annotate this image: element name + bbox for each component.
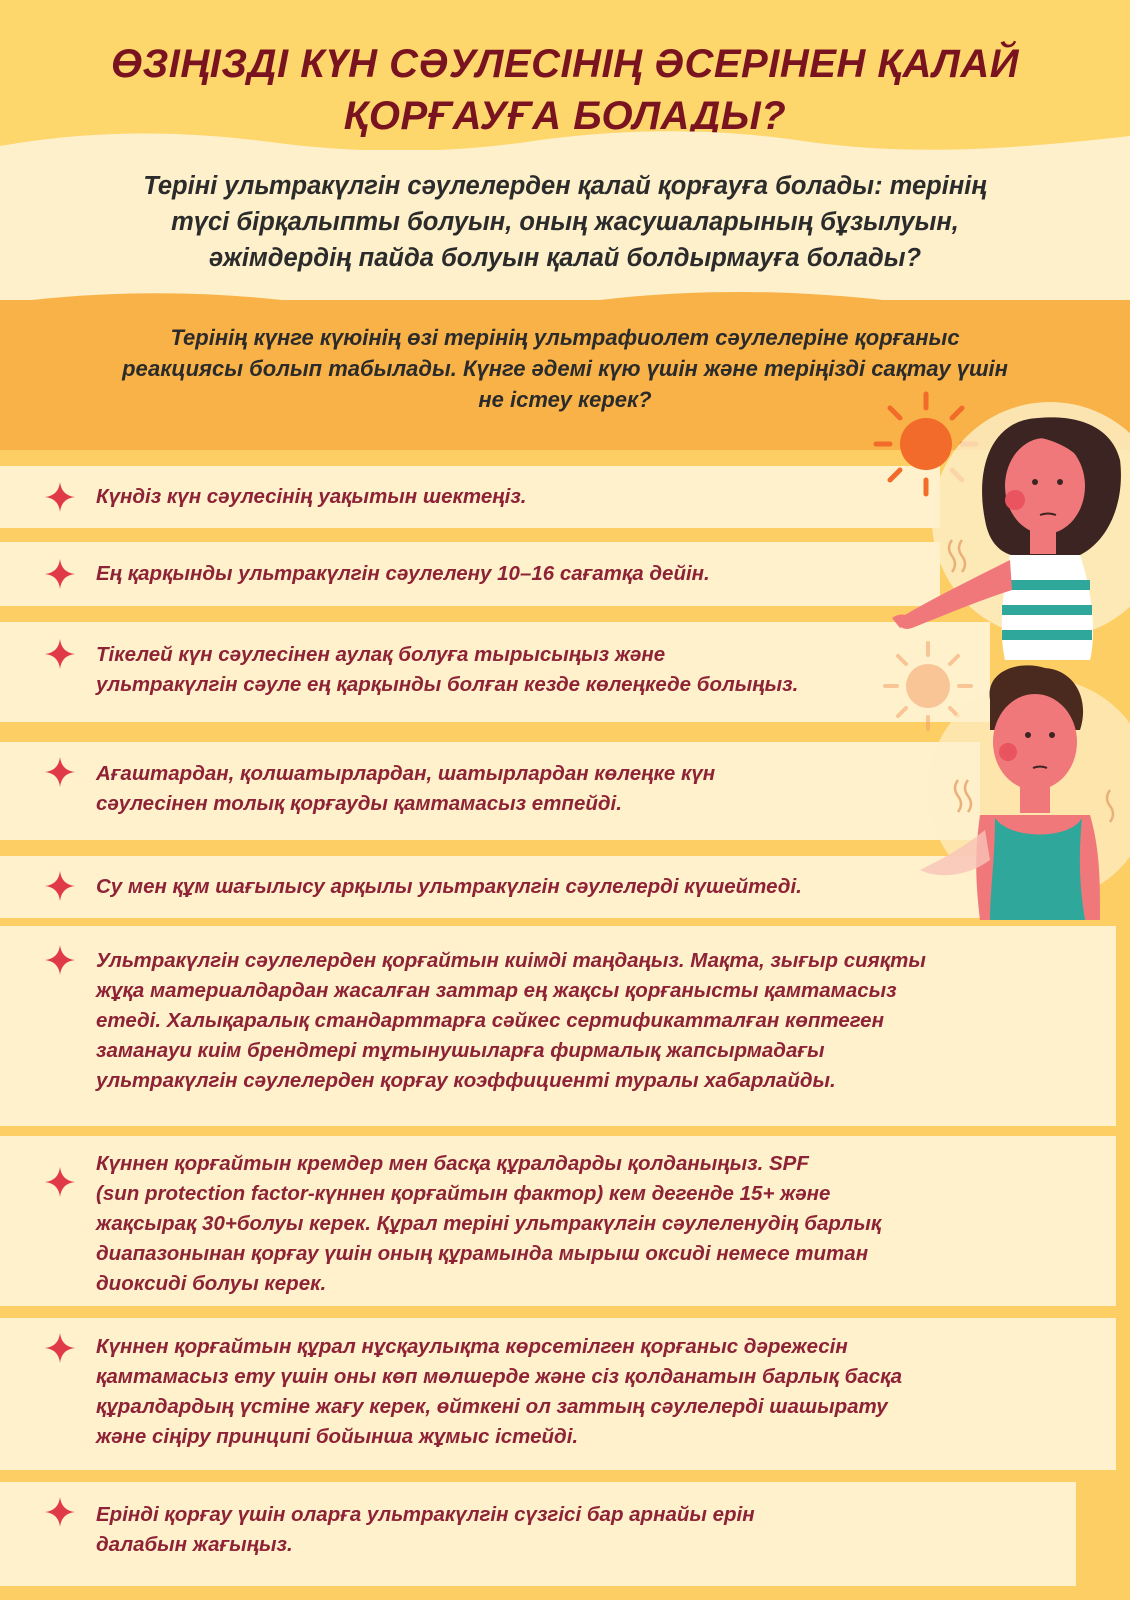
- tip-line: Ультракүлгін сәулелерден қорғайтын киімді таңдаңыз. Мақта, зығыр сияқты: [96, 949, 926, 972]
- wave-top-decoration: [0, 122, 1130, 162]
- tip-line: Ағаштардан, қолшатырлардан, шатырлардан көлеңке күн: [96, 762, 716, 785]
- subtitle-line-2: түсі бірқалыпты болуын, оның жасушаларының бұзылуын,: [171, 208, 959, 236]
- list-item: [0, 1318, 1116, 1470]
- tip-line: Тікелей күн сәулесінен аулақ болуға тырысыңыз және: [96, 643, 666, 666]
- intro-text: [40, 322, 1090, 415]
- tip-line: Күннен қорғайтын құрал нұсқаулықта көрсетілген қорғаныс дәрежесін: [96, 1335, 848, 1358]
- tip-line: Ең қарқынды ультракүлгін сәулелену 10–16 сағатқа дейін.: [96, 562, 710, 585]
- list-item: [0, 856, 990, 918]
- list-item: [0, 466, 940, 528]
- list-item: [0, 622, 990, 722]
- tip-line: және сіңіру принципі бойынша жұмыс істейді.: [96, 1425, 579, 1448]
- title-line-1: ӨЗІҢІЗДІ КҮН СӘУЛЕСІНІҢ ӘСЕРІНЕН ҚАЛАЙ: [110, 42, 1020, 86]
- tip-line: қамтамасыз ету үшін оны көп мөлшерде және сіз қолданатын барлық басқа: [96, 1365, 902, 1388]
- list-item: [0, 1136, 1116, 1306]
- intro-line-3: не істеу керек?: [478, 387, 652, 412]
- tip-line: далабын жағыңыз.: [96, 1533, 293, 1556]
- wave-bottom-decoration: [0, 420, 1130, 460]
- tip-line: құралдардың үстіне жағу керек, өйткені ол заттың сәулелерді шашырату: [96, 1395, 888, 1418]
- intro-line-2: реакциясы болып табылады. Күнге әдемі күю үшін және теріңізді сақтау үшін: [122, 356, 1008, 381]
- intro-line-1: Терінің күнге күюінің өзі терінің ультрафиолет сәулелеріне қорғаныс: [170, 325, 960, 350]
- title-line-2: ҚОРҒАУҒА БОЛАДЫ?: [343, 94, 787, 138]
- star-bullet-icon: [44, 1332, 76, 1364]
- star-bullet-icon: [44, 1496, 76, 1528]
- tip-line: Күндіз күн сәулесінің уақытын шектеңіз.: [96, 485, 527, 508]
- tip-line: жақсырақ 30+болуы керек. Құрал теріні ультракүлгін сәулеленудің барлық: [96, 1212, 882, 1235]
- tip-line: ультракүлгін сәулелерден қорғау коэффициенті туралы хабарлайды.: [96, 1069, 836, 1092]
- tip-line: етеді. Халықаралық стандарттарға сәйкес сертификатталған көптеген: [96, 1009, 884, 1032]
- subtitle-line-1: Теріні ультракүлгін сәулелерден қалай қорғауға болады: терінің: [143, 172, 987, 200]
- tip-line: жұқа материалдардан жасалған заттар ең жақсы қорғанысты қамтамасыз: [96, 979, 897, 1002]
- list-item: [0, 1482, 1076, 1586]
- tip-line: Еріндi қорғау үшін оларға ультракүлгін сүзгісі бар арнайы ерін: [96, 1503, 755, 1526]
- subtitle-line-3: әжімдердің пайда болуын қалай болдырмауға болады?: [208, 244, 922, 272]
- subtitle: [50, 168, 1080, 276]
- list-item: [0, 542, 940, 606]
- star-bullet-icon: [44, 944, 76, 976]
- star-bullet-icon: [44, 870, 76, 902]
- tip-line: Күннен қорғайтын кремдер мен басқа құралдарды қолданыңыз. SPF: [96, 1152, 809, 1175]
- tip-line: диапазонынан қорғау үшін оның құрамында мырыш оксиді немесе титан: [96, 1242, 869, 1265]
- star-bullet-icon: [44, 481, 76, 513]
- tip-line: заманауи киім брендтері тұтынушыларға фирмалық жапсырмадағы: [96, 1039, 825, 1062]
- star-bullet-icon: [44, 756, 76, 788]
- star-bullet-icon: [44, 638, 76, 670]
- list-item: [0, 742, 980, 840]
- star-bullet-icon: [44, 1166, 76, 1198]
- list-item: [0, 926, 1116, 1126]
- wave-middle-decoration: [0, 284, 1130, 320]
- tip-line: (sun protection factor-күннен қорғайтын фактор) кем дегенде 15+ және: [96, 1182, 831, 1205]
- tip-line: диоксиді болуы керек.: [96, 1272, 327, 1295]
- tip-line: ультракүлгін сәуле ең қарқынды болған кезде көлеңкеде болыңыз.: [96, 673, 799, 696]
- tip-line: сәулесінен толық қорғауды қамтамасыз етпейді.: [96, 792, 622, 815]
- star-bullet-icon: [44, 558, 76, 590]
- tip-line: Су мен құм шағылысу арқылы ультракүлгін сәулелерді күшейтеді.: [96, 875, 802, 898]
